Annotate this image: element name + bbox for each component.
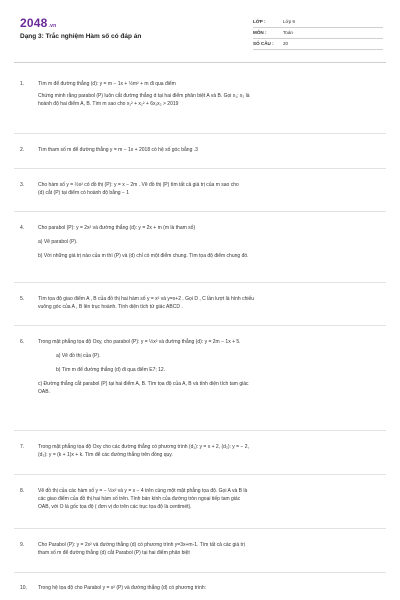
question-text: Trong hệ tọa độ cho Parabol y = x² (P) và đường thẳng (d) có phương trình:	[38, 585, 207, 591]
question-text: vuông góc của A , B lên trục hoành. Tính diện tích tứ giác ABCD .	[38, 304, 183, 310]
question-text: tham số m để đường thẳng (d) cắt Parabol (P) tại hai điểm phân biệt	[38, 550, 190, 556]
meta-label: LỚP :	[253, 19, 266, 24]
question-text: (d) cắt (P) tại điểm có hoành độ bằng − 1	[38, 190, 130, 196]
question-number: 1.	[20, 81, 25, 87]
question-divider	[14, 133, 386, 134]
question-text: OAB, với O là gốc tọa độ ( đơn vị đo trên các trục tọa độ là centimét).	[38, 504, 192, 510]
question-text: Cho Parabol (P): y = 2x² và đường thẳng (d) có phương trình y=3x+m-1. Tìm tất cả các giá trị	[38, 542, 245, 548]
question-text: b) Tìm m để đường thẳng (d) đi qua điểm E7; 12.	[56, 367, 166, 373]
question-2	[20, 146, 385, 154]
question-text: Chứng minh rằng parabol (P) luôn cắt đường thẳng d tại hai điểm phân biệt A và B. Gọi x₁; x₂ là	[38, 93, 250, 99]
question-number: 2.	[20, 147, 25, 153]
question-divider	[14, 474, 386, 475]
question-text: Cho hàm số y = ½x² có đồ thị (P): y = x − 2m . Vẽ đồ thị (P) tìm tất cả giá trị của m sao cho	[38, 182, 239, 188]
question-text: OAB.	[38, 389, 50, 395]
question-divider	[14, 572, 386, 573]
question-divider	[14, 211, 386, 212]
question-divider	[14, 168, 386, 169]
question-text: Tìm m để đường thẳng (d): y = m − 1x + ½m² + m đi qua điểm	[38, 81, 176, 87]
meta-row-subject	[253, 28, 383, 39]
meta-table	[253, 17, 383, 50]
meta-row-count	[253, 39, 383, 50]
question-divider	[14, 430, 386, 431]
question-text: Trong mặt phẳng tọa độ Oxy cho các đường thẳng có phương trình (d₁): y = x + 2, (d₂): y = − 2,	[38, 444, 249, 450]
question-text: c) Đường thẳng cắt parabol (P) tại hai điểm A, B. Tìm tọa độ của A, B và tính diện tích tam giác	[38, 381, 249, 387]
logo-sub-text: .vn	[48, 23, 57, 29]
question-text: Trong mặt phẳng tọa độ Oxy, cho parabol (P): y = ½x² và đường thẳng (d): y = 2m − 1x + 5.	[38, 339, 241, 345]
meta-value: 20	[283, 41, 289, 46]
question-number: 5.	[20, 296, 25, 302]
logo-main-text: 2048	[20, 16, 48, 30]
question-number: 6.	[20, 339, 25, 345]
question-divider	[14, 325, 386, 326]
question-text: a) Vẽ đồ thị của (P).	[56, 353, 101, 359]
site-logo[interactable]	[20, 16, 56, 30]
question-number: 7.	[20, 444, 25, 450]
question-1	[20, 80, 385, 108]
header-divider	[14, 62, 386, 63]
meta-row-class	[253, 17, 383, 28]
document-title: Dạng 3: Trắc nghiệm Hàm số có đáp án	[20, 33, 142, 40]
question-8	[20, 487, 385, 511]
question-text: a) Vẽ parabol (P).	[38, 239, 78, 245]
question-10	[20, 584, 385, 592]
question-text: Cho parabol (P): y = 2x² và đường thẳng (d): y = 2x + m (m là tham số)	[38, 225, 196, 231]
question-text: Tìm tham số m để đường thẳng y = m − 1x + 2018 có hệ số góc bằng .3	[38, 147, 198, 153]
question-5	[20, 295, 385, 311]
meta-label: MÔN :	[253, 30, 267, 35]
question-number: 8.	[20, 488, 25, 494]
question-text: Vẽ đồ thị của các hàm số y = − ½x² và y = x − 4 trên cùng một mặt phẳng tọa độ. Gọi A và B là	[38, 488, 248, 494]
question-text: các giao điểm của đồ thị hai hàm số trên. Tính bán kính của đường tròn ngoại tiếp tam giác	[38, 496, 241, 502]
question-3	[20, 181, 385, 197]
meta-value: Toán	[283, 30, 293, 35]
question-number: 3.	[20, 182, 25, 188]
meta-value: Lớp 9	[283, 19, 295, 24]
question-text: Tìm tọa độ giao điểm A , B của đồ thị hai hàm số y = x² và y=x+2 . Gọi D , C lần lượt là hình chiếu	[38, 296, 255, 302]
question-number: 4.	[20, 225, 25, 231]
question-9	[20, 541, 385, 557]
question-number: 10.	[20, 585, 27, 591]
question-number: 9.	[20, 542, 25, 548]
question-text: hoành độ hai điểm A, B. Tìm m sao cho x₁² + x₂² + 6x₁x₂ > 2019	[38, 101, 179, 107]
question-text: b) Với những giá trị nào của m thì (P) và (d) chỉ có một điểm chung. Tìm tọa độ điểm chung đó.	[38, 253, 249, 259]
meta-label: SỐ CÂU :	[253, 41, 274, 46]
question-text: (d₃): y = (k + 1)x + k. Tìm để các đường thẳng trên đồng quy.	[38, 452, 173, 458]
question-6	[20, 338, 385, 396]
question-7	[20, 443, 385, 459]
question-4	[20, 224, 385, 260]
question-divider	[14, 282, 386, 283]
question-divider	[14, 528, 386, 529]
